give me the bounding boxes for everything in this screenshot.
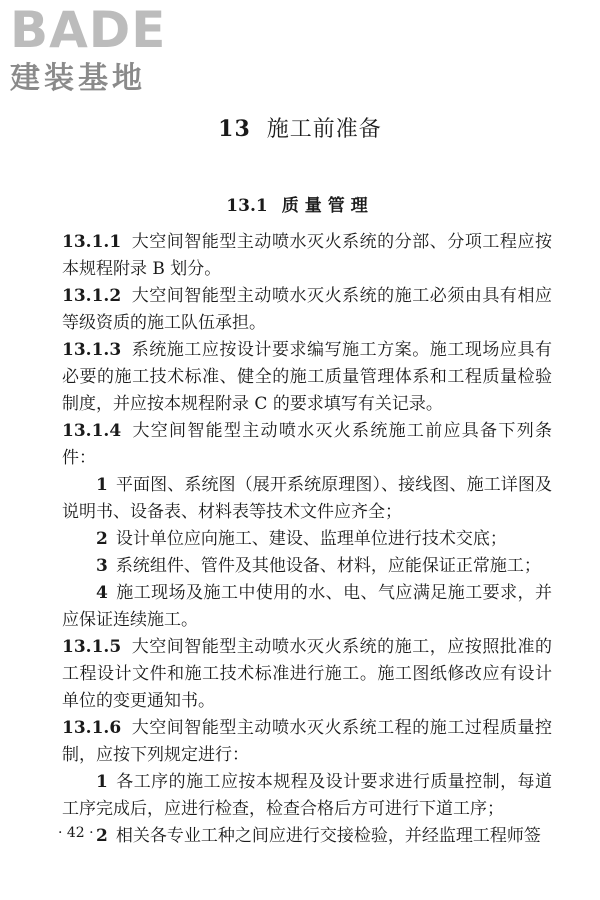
chapter-title [0, 114, 600, 145]
list-item [62, 580, 552, 634]
item-text: 各工序的施工应按本规程及设计要求进行质量控制，每道工序完成后，应进行检查，检查合格后方可进行下道工序； [62, 772, 552, 819]
section-number: 13.1 [226, 196, 268, 216]
clause-13-1-1 [62, 229, 552, 283]
list-item [62, 472, 552, 526]
list-item [62, 526, 552, 553]
clause-text: 大空间智能型主动喷水灭火系统工程的施工过程质量控制，应按下列规定进行： [62, 718, 552, 765]
item-text: 系统组件、管件及其他设备、材料，应能保证正常施工； [115, 556, 541, 576]
clause-number: 13.1.1 [62, 232, 122, 252]
clause-13-1-3 [62, 337, 552, 418]
clause-text: 大空间智能型主动喷水灭火系统的施工必须由具有相应等级资质的施工队伍承担。 [62, 286, 552, 333]
section-title-text: 质量管理 [281, 196, 374, 216]
clause-13-1-4 [62, 418, 552, 472]
item-text: 设计单位应向施工、建设、监理单位进行技术交底； [115, 529, 507, 549]
clause-number: 13.1.4 [62, 421, 122, 441]
publisher-logo [10, 1, 180, 96]
section-title [0, 194, 600, 218]
logo-wordmark: BADE [10, 1, 167, 59]
item-number: 2 [96, 529, 108, 549]
item-number: 1 [96, 475, 108, 495]
clause-13-1-6 [62, 715, 552, 769]
clause-number: 13.1.2 [62, 286, 122, 306]
logo-subtitle: 建装基地 [10, 61, 146, 96]
page-number: · 42 · [58, 825, 94, 841]
chapter-title-text: 施工前准备 [266, 117, 382, 142]
chapter-number: 13 [218, 116, 251, 142]
clause-13-1-2 [62, 283, 552, 337]
list-item [62, 769, 552, 823]
item-number: 1 [96, 772, 108, 792]
item-number: 3 [96, 556, 108, 576]
item-text: 相关各专业工种之间应进行交接检验，并经监理工程师签 [115, 826, 541, 846]
clause-text: 大空间智能型主动喷水灭火系统的分部、分项工程应按本规程附录 B 划分。 [62, 232, 552, 279]
item-text: 施工现场及施工中使用的水、电、气应满足施工要求，并应保证连续施工。 [62, 583, 552, 630]
list-item [62, 823, 552, 850]
list-item [62, 553, 552, 580]
clause-text: 大空间智能型主动喷水灭火系统的施工，应按照批准的工程设计文件和施工技术标准进行施工。施工图纸修改应有设计单位的变更通知书。 [62, 637, 552, 711]
clause-number: 13.1.3 [62, 340, 122, 360]
item-number: 4 [96, 583, 108, 603]
document-body [62, 229, 552, 850]
clause-number: 13.1.5 [62, 637, 122, 657]
item-number: 2 [96, 826, 108, 846]
clause-13-1-5 [62, 634, 552, 715]
clause-number: 13.1.6 [62, 718, 122, 738]
item-text: 平面图、系统图（展开系统原理图）、接线图、施工详图及说明书、设备表、材料表等技术文件应齐全； [62, 475, 552, 522]
clause-text: 大空间智能型主动喷水灭火系统施工前应具备下列条件： [62, 421, 552, 468]
clause-text: 系统施工应按设计要求编写施工方案。施工现场应具有必要的施工技术标准、健全的施工质量管理体系和工程质量检验制度，并应按本规程附录 C 的要求填写有关记录。 [62, 340, 552, 414]
